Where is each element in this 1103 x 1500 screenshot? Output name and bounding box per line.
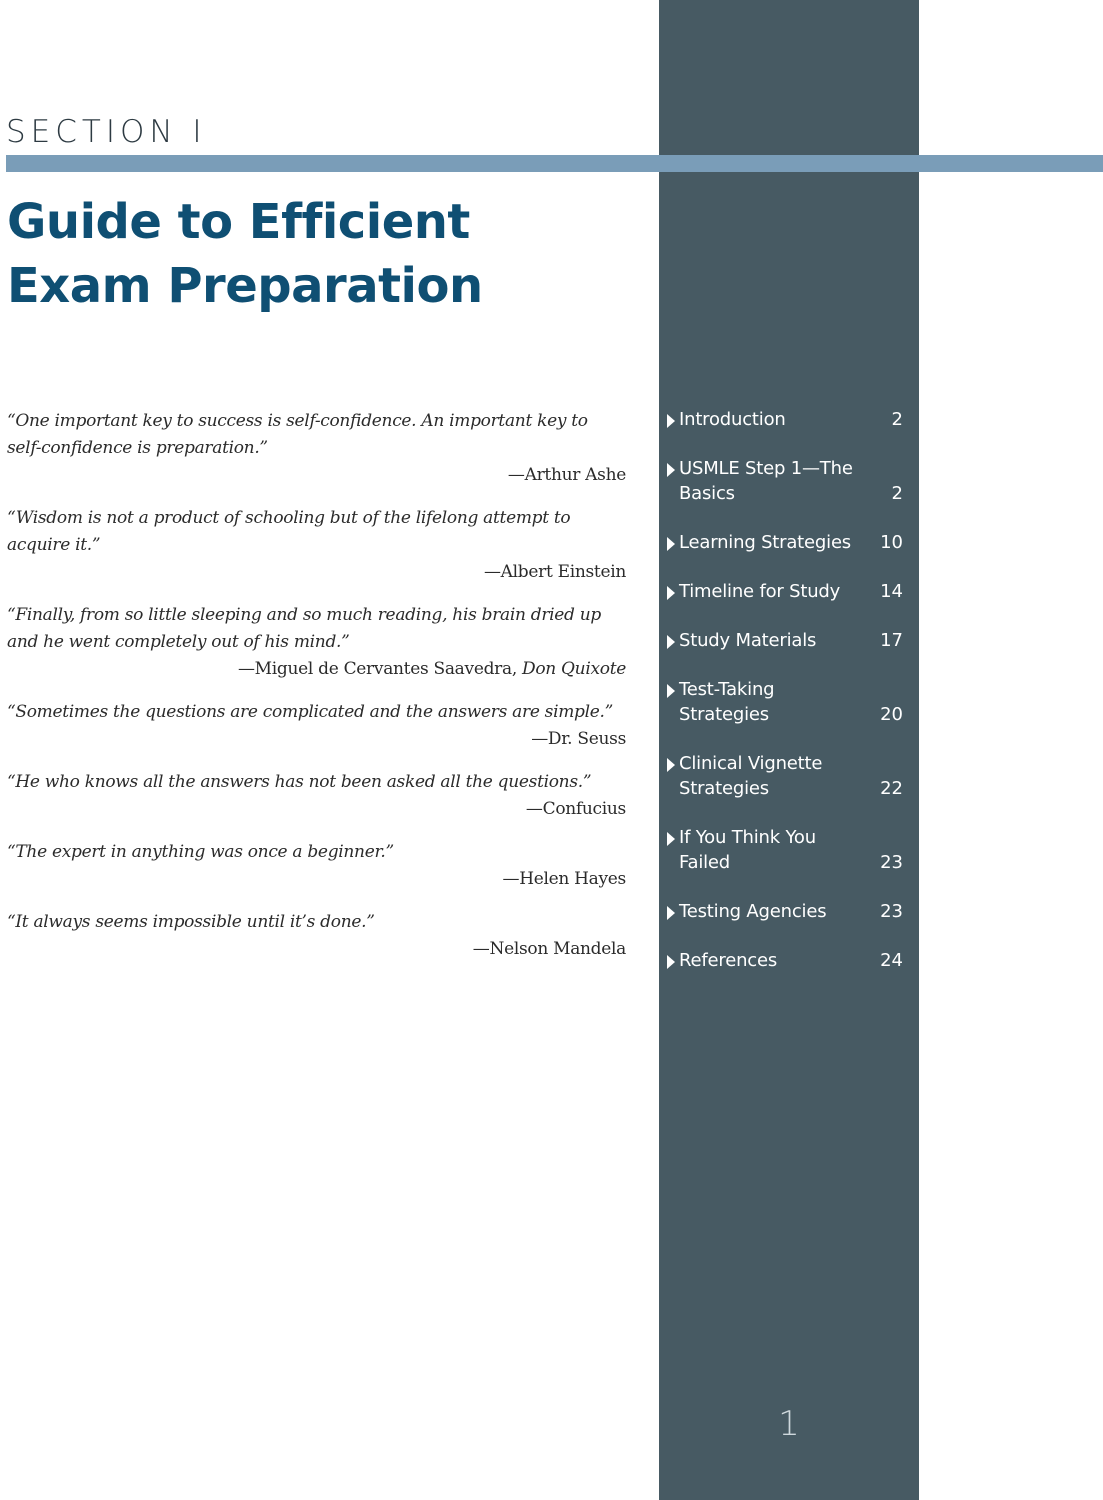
toc-item-testing-agencies[interactable] xyxy=(667,899,903,924)
triangle-right-icon xyxy=(667,758,675,772)
quote-text: “It always seems impossible until it’s done.” xyxy=(7,912,375,932)
quote-item xyxy=(7,769,626,823)
toc-item-failed[interactable] xyxy=(667,825,903,875)
page-title xyxy=(7,190,483,318)
toc-item-label: Clinical Vignette Strategies xyxy=(679,753,823,799)
toc-item-references[interactable] xyxy=(667,948,903,973)
toc-item-page: 2 xyxy=(891,483,903,504)
table-of-contents xyxy=(667,407,903,997)
toc-item-label: Timeline for Study xyxy=(679,581,841,602)
quote-work-title: Don Quixote xyxy=(522,659,626,679)
quote-text: “Finally, from so little sleeping and so much reading, his brain dried up and he went completely out of his mind.” xyxy=(7,605,601,652)
quote-author: —Dr. Seuss xyxy=(531,729,626,749)
toc-item-study-materials[interactable] xyxy=(667,628,903,653)
quote-item xyxy=(7,909,626,963)
toc-item-learning-strategies[interactable] xyxy=(667,530,903,555)
page-number: 1 xyxy=(778,1404,800,1444)
quotes-list xyxy=(7,408,626,979)
quote-author: —Nelson Mandela xyxy=(472,939,626,959)
toc-item-introduction[interactable] xyxy=(667,407,903,432)
triangle-right-icon xyxy=(667,832,675,846)
quote-author xyxy=(7,656,626,683)
toc-item-page: 24 xyxy=(880,950,903,971)
title-line-2: Exam Preparation xyxy=(7,258,483,314)
toc-item-label: References xyxy=(679,950,778,971)
quote-item xyxy=(7,839,626,893)
toc-item-label: Learning Strategies xyxy=(679,532,851,553)
toc-item-clinical-vignette[interactable] xyxy=(667,751,903,801)
quote-text: “Sometimes the questions are complicated and the answers are simple.” xyxy=(7,702,614,722)
quote-item xyxy=(7,408,626,489)
triangle-right-icon xyxy=(667,684,675,698)
triangle-right-icon xyxy=(667,955,675,969)
quote-item xyxy=(7,602,626,683)
quote-item xyxy=(7,699,626,753)
header-rule xyxy=(6,155,1103,172)
quote-author: —Arthur Ashe xyxy=(507,465,626,485)
toc-item-usmle-basics[interactable] xyxy=(667,456,903,506)
quote-text: “He who knows all the answers has not been asked all the questions.” xyxy=(7,772,592,792)
triangle-right-icon xyxy=(667,463,675,477)
triangle-right-icon xyxy=(667,586,675,600)
toc-item-label: If You Think You Failed xyxy=(679,827,816,873)
toc-item-label: Introduction xyxy=(679,409,786,430)
title-line-1: Guide to Efficient xyxy=(7,194,470,250)
triangle-right-icon xyxy=(667,414,675,428)
toc-item-page: 14 xyxy=(880,581,903,602)
quote-item xyxy=(7,505,626,586)
quote-text: “One important key to success is self-confidence. An important key to self-confidence is preparation.” xyxy=(7,411,588,458)
toc-item-label: Testing Agencies xyxy=(679,901,827,922)
toc-item-label: Test-Taking Strategies xyxy=(679,679,775,725)
toc-item-timeline[interactable] xyxy=(667,579,903,604)
quote-author: —Helen Hayes xyxy=(502,869,626,889)
triangle-right-icon xyxy=(667,635,675,649)
toc-item-page: 20 xyxy=(880,704,903,725)
toc-item-label: Study Materials xyxy=(679,630,817,651)
toc-item-page: 23 xyxy=(880,852,903,873)
toc-item-test-taking[interactable] xyxy=(667,677,903,727)
toc-item-page: 22 xyxy=(880,778,903,799)
toc-item-page: 17 xyxy=(880,630,903,651)
quote-text: “The expert in anything was once a beginner.” xyxy=(7,842,394,862)
toc-item-page: 23 xyxy=(880,901,903,922)
toc-item-page: 10 xyxy=(880,532,903,553)
quote-author: —Confucius xyxy=(525,799,626,819)
toc-item-page: 2 xyxy=(891,409,903,430)
triangle-right-icon xyxy=(667,906,675,920)
toc-item-label: USMLE Step 1—The Basics xyxy=(679,458,853,504)
quote-author: —Albert Einstein xyxy=(483,562,626,582)
quote-text: “Wisdom is not a product of schooling but of the lifelong attempt to acquire it.” xyxy=(7,508,571,555)
quote-author-name: —Miguel de Cervantes Saavedra, xyxy=(237,659,523,679)
triangle-right-icon xyxy=(667,537,675,551)
section-label: SECTION I xyxy=(6,114,207,150)
